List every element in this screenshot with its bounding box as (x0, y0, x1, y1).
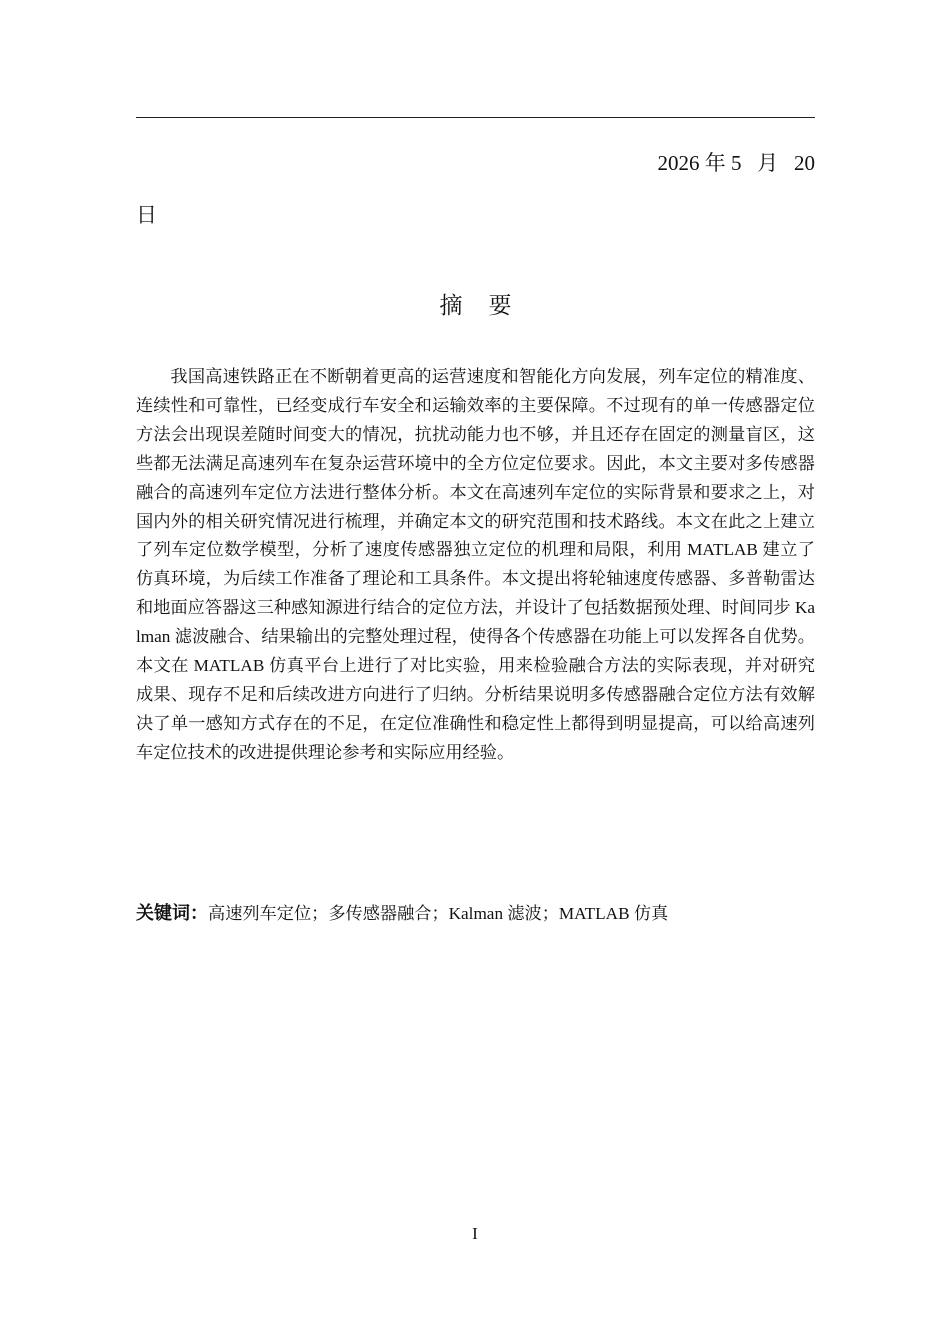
date-line: 2026 年 5 月 20 (657, 151, 815, 175)
page-number: I (472, 1224, 478, 1243)
header-rule (136, 117, 815, 118)
abstract-title (136, 290, 815, 322)
keywords-line (136, 900, 815, 928)
abstract-title-char-1: 摘 (439, 293, 463, 319)
abstract-body: 我国高速铁路正在不断朝着更高的运营速度和智能化方向发展，列车定位的精准度、连续性和可靠性，已经变成行车安全和运输效率的主要保障。不过现有的单一传感器定位方法会出现误差随时间变大的情况，抗扰动能力也不够，并且还存在固定的测量盲区，这些都无法满足高速列车在复杂运营环境中的全方位定位要求。因此，本文主要对多传感器融合的高速列车定位方法进行整体分析。本文在高速列车定位的实际背景和要求之上，对国内外的相关研究情况进行梳理，并确定本文的研究范围和技术路线。本文在此之上建立了列车定位数学模型，分析了速度传感器独立定位的机理和局限，利用 MATLAB 建立了仿真环境，为后续工作准备了理论和工具条件。本文提出将轮轴速度传感器、多普勒雷达和地面应答器这三种感知源进行结合的定位方法，并设计了包括数据预处理、时间同步 Kalman 滤波融合、结果输出的完整处理过程，使得各个传感器在功能上可以发挥各自优势。本文在 MATLAB 仿真平台上进行了对比实验，用来检验融合方法的实际表现，并对研究成果、现存不足和后续改进方向进行了归纳。分析结果说明多传感器融合定位方法有效解决了单一感知方式存在的不足，在定位准确性和稳定性上都得到明显提高，可以给高速列车定位技术的改进提供理论参考和实际应用经验。 (136, 367, 815, 762)
abstract-title-char-2: 要 (488, 293, 512, 319)
keywords-text: 高速列车定位；多传感器融合；Kalman 滤波；MATLAB 仿真 (208, 904, 669, 923)
keywords-label: 关键词： (136, 903, 208, 924)
date-day-suffix: 日 (136, 203, 157, 227)
